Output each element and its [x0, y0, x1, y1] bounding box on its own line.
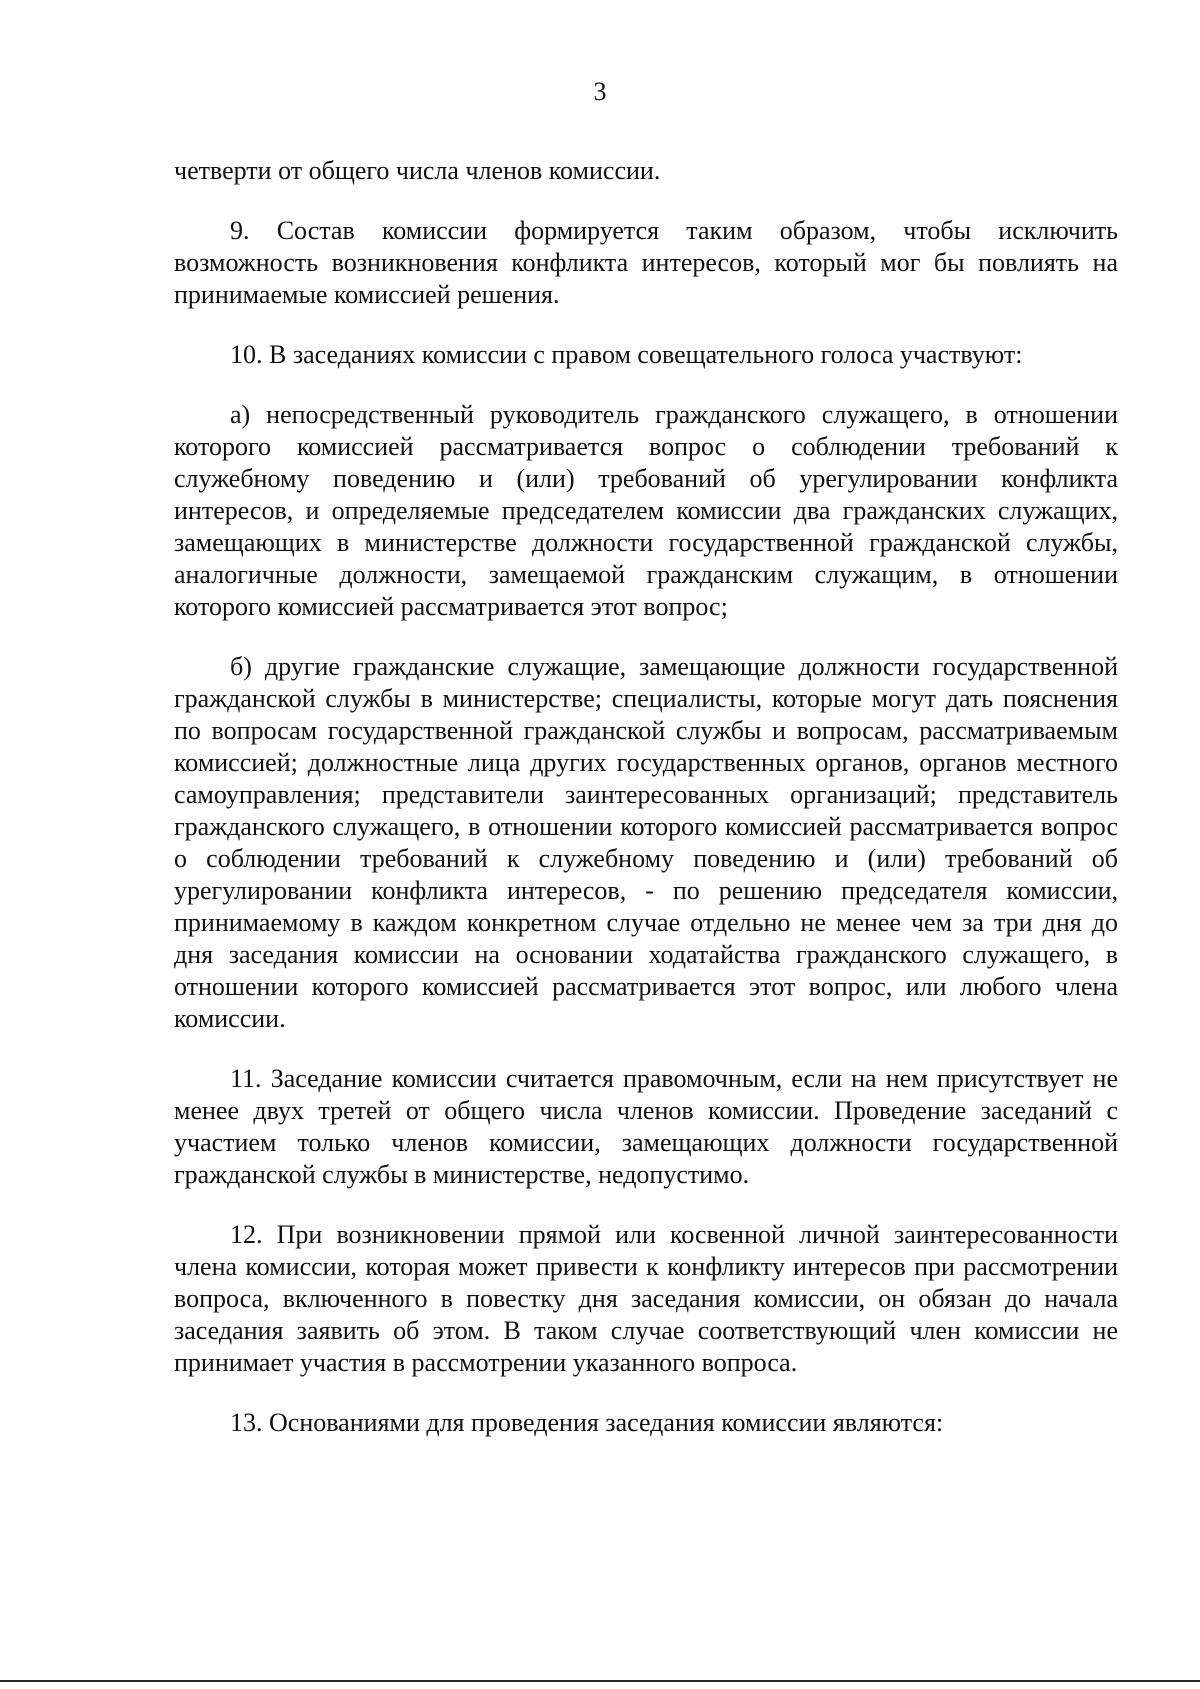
- paragraph-10a: а) непосредственный руководитель гражданского служащего, в отношении которого комиссией рассматривается вопрос о соблюдении требований к служебному поведению и (или) требований об урегулировании конфликта интересов, и определяемые председателем комиссии два гражданских служащих, замещающих в министерстве должности государственной гражданской службы, аналогичные должности, замещаемой гражданским служащим, в отношении которого комиссией рассматривается этот вопрос;: [174, 400, 1118, 621]
- page-number: 3: [593, 77, 607, 106]
- scan-edge-line: [0, 1680, 1200, 1682]
- paragraph-12: 12. При возникновении прямой или косвенной личной заинтересованности члена комиссии, которая может привести к конфликту интересов при рассмотрении вопроса, включенного в повестку дня заседания комиссии, он обязан до начала заседания заявить об этом. В таком случае соответствующий член комиссии не принимает участия в рассмотрении указанного вопроса.: [174, 1220, 1118, 1377]
- paragraph-10b: б) другие гражданские служащие, замещающие должности государственной гражданской службы в министерстве; специалисты, которые могут дать пояснения по вопросам государственной гражданской службы и вопросам, рассматриваемым комиссией; должностные лица других государственных органов, органов местного самоуправления; представители заинтересованных организаций; представитель гражданского служащего, в отношении которого комиссией рассматривается вопрос о соблюдении требований к служебному поведению и (или) требований об урегулировании конфликта интересов, - по решению председателя комиссии, принимаемому в каждом конкретном случае отдельно не менее чем за три дня до дня заседания комиссии на основании ходатайства гражданского служащего, в отношении которого комиссией рассматривается этот вопрос, или любого члена комиссии.: [174, 652, 1118, 1033]
- paragraph-continuation: четверти от общего числа членов комиссии.: [174, 156, 661, 185]
- paragraph-10: 10. В заседаниях комиссии с правом совещательного голоса участвуют:: [230, 340, 1023, 369]
- paragraph-13: 13. Основаниями для проведения заседания комиссии являются:: [230, 1408, 944, 1437]
- paragraph-9: 9. Состав комиссии формируется таким образом, чтобы исключить возможность возникновения конфликта интересов, который мог бы повлиять на принимаемые комиссией решения.: [174, 216, 1118, 309]
- paragraph-11: 11. Заседание комиссии считается правомочным, если на нем присутствует не менее двух третей от общего числа членов комиссии. Проведение заседаний с участием только членов комиссии, замещающих должности государственной гражданской службы в министерстве, недопустимо.: [174, 1064, 1118, 1189]
- document-body: [174, 155, 1118, 1439]
